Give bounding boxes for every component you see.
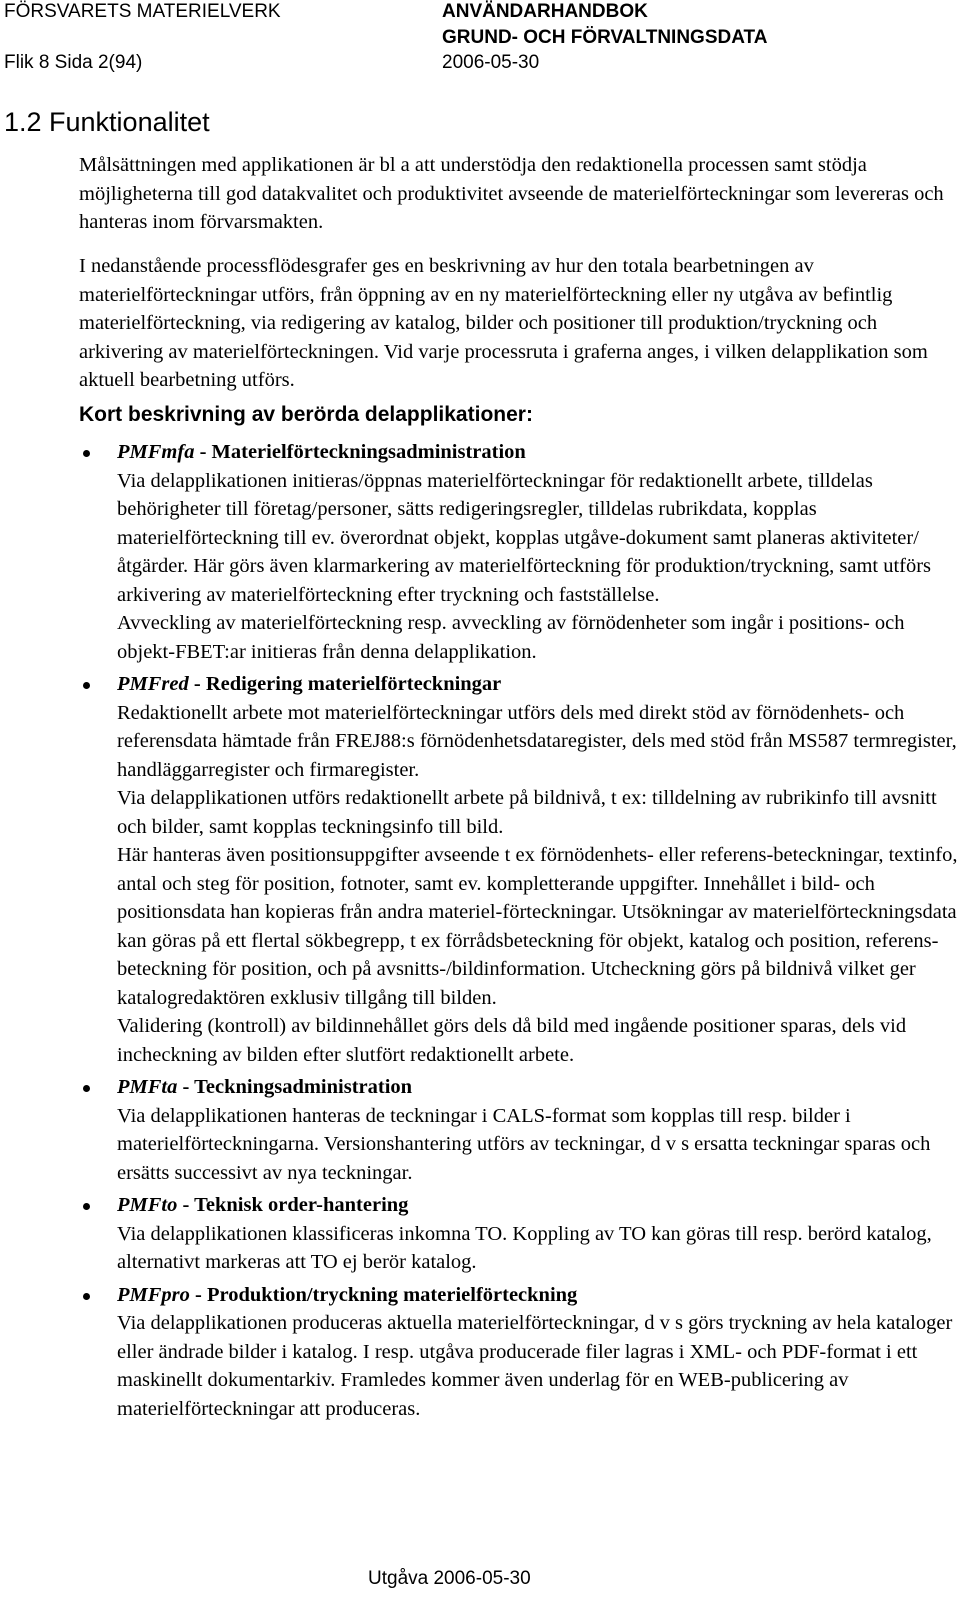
item-title-text: - Teknisk order-hantering xyxy=(177,1194,409,1216)
bullet-icon xyxy=(83,682,90,689)
item-code: PMFto xyxy=(117,1194,178,1216)
item-code: PMFta xyxy=(117,1076,178,1098)
subapplications-heading: Kort beskrivning av berörda delapplikationer: xyxy=(79,403,533,426)
item-text: Via delapplikationen produceras aktuella materielförteckningar, d v s görs tryckning av hela kataloger eller ändrade bilder i katalog. I resp. utgåva producerade filer lagras i XML- och PDF-format i ett maskinellt dokumentarkiv. Framledes kommer även underlag för en WEB-publicering av materielförteckningar att produceras. xyxy=(117,1312,953,1420)
list-item xyxy=(79,670,959,1069)
item-title-text: - Produktion/tryckning materielförteckning xyxy=(189,1283,578,1306)
header-doc-type: ANVÄNDARHANDBOK xyxy=(442,1,648,22)
intro-paragraph: Målsättningen med applikationen är bl a att understödja den redaktionella processen samt stödja möjligheterna till god datakvalitet och produktivitet avseende de materielförteckningar som levereras och hanteras inom förvarsmakten. xyxy=(79,154,944,233)
item-title-text: - Redigering materielförteckningar xyxy=(188,673,502,695)
bullet-icon xyxy=(83,1085,90,1092)
header-doc-title: GRUND- OCH FÖRVALTNINGSDATA xyxy=(442,27,768,48)
page-header xyxy=(0,0,960,80)
item-text: Redaktionellt arbete mot materielförteckningar utförs dels med direkt stöd av förnödenhets- och referensdata hämtade från FREJ88:s förnödenhetsdataregister, dels med stöd från MS587 termregister, handläggarregister och firmaregister. xyxy=(117,701,957,781)
item-text: Validering (kontroll) av bildinnehållet görs dels då bild med ingående positioner sparas, dels vid incheckning av bilden efter slutfört redaktionellt arbete. xyxy=(117,1015,907,1066)
process-paragraph: I nedanstående processflödesgrafer ges en beskrivning av hur den totala bearbetningen av materielförteckningar utförs, från öppning av en ny materielförteckning eller ny utgåva av befintlig materielförteckning, via redigering av katalog, bilder och positioner till produktion/tryckning och arkivering av materielförteckningen. Vid varje processruta i graferna anges, i vilken delapplikation som aktuell bearbetning utförs. xyxy=(79,255,928,391)
item-text: Via delapplikationen utförs redaktionellt arbete på bildnivå, t ex: tilldelning av rubrikinfo till avsnitt och bilder, samt kopplas teckningsinfo till bild. xyxy=(117,787,937,838)
header-date: 2006-05-30 xyxy=(442,52,540,73)
item-code: PMFmfa xyxy=(117,441,195,463)
bullet-icon xyxy=(83,1203,90,1210)
item-code: PMFpro xyxy=(117,1283,190,1306)
item-title xyxy=(117,1281,959,1310)
bullet-icon xyxy=(83,1293,90,1300)
list-item xyxy=(79,1191,959,1277)
item-text: Avveckling av materielförteckning resp. avveckling av förnödenheter som ingår i positions- och objekt-FBET:ar initieras från denna delapplikation. xyxy=(117,612,905,663)
subapplication-list xyxy=(79,438,959,1427)
header-org: FÖRSVARETS MATERIELVERK xyxy=(4,1,281,22)
item-code: PMFred xyxy=(117,673,189,695)
item-text: Via delapplikationen hanteras de teckningar i CALS-format som kopplas till resp. bilder i materielförteckningarna. Versionshantering utförs av teckningar, d v s ersatta teckningar sparas och ersätts successivt av nya teckningar. xyxy=(117,1104,931,1184)
item-title-text: - Teckningsadministration xyxy=(177,1076,413,1098)
item-text: Här hanteras även positionsuppgifter avseende t ex förnödenhets- eller referens-beteckningar, textinfo, antal och steg för position, fotnoter, samt ev. kompletterande uppgifter. Innehållet i bild- och positionsdata han kopieras från andra materiel-förteckningar. Utsökningar av materielförteckningsdata kan göras på ett flertal sökbegrepp, t ex förrådsbeteckning för objekt, katalog och position, referens-beteckning för position, och på avsnitts-/bildinformation. Utcheckning görs på bildnivå vilket ger katalogredaktören exklusiv tillgång till bilden. xyxy=(117,844,958,1009)
item-title xyxy=(117,670,959,699)
list-item xyxy=(79,438,959,666)
item-title xyxy=(117,1073,959,1102)
list-item xyxy=(79,1281,959,1424)
header-page-ref: Flik 8 Sida 2(94) xyxy=(4,52,143,73)
item-title-text: - Materielförteckningsadministration xyxy=(194,441,526,463)
bullet-icon xyxy=(83,450,90,457)
page-footer: Utgåva 2006-05-30 xyxy=(368,1568,531,1589)
item-text: Via delapplikationen klassificeras inkomna TO. Koppling av TO kan göras till resp. berörd katalog, alternativt markeras att TO ej berör katalog. xyxy=(117,1222,932,1273)
item-title xyxy=(117,1191,959,1220)
item-title xyxy=(117,438,959,467)
item-text: Via delapplikationen initieras/öppnas materielförteckningar för redaktionellt arbete, tilldelas behörigheter till företag/personer, sätts redigeringsregler, tilldelas rubrikdata, kopplas materielförteckning till ev. överordnat objekt, kopplas utgåve-dokument samt planeras aktiviteter/åtgärder. Här görs även klarmarkering av materielförteckning för produktion/tryckning, samt utförs arkivering av materielförteckning efter tryckning och fastställelse. xyxy=(117,469,932,606)
list-item xyxy=(79,1073,959,1187)
section-heading: 1.2 Funktionalitet xyxy=(4,107,210,137)
